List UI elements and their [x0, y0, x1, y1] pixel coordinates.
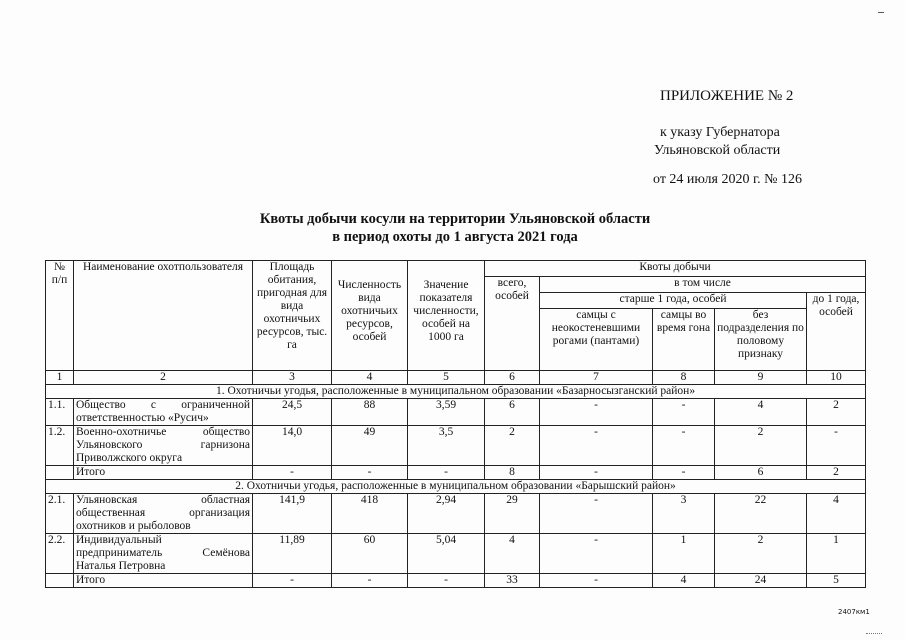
column-number: 4	[332, 371, 408, 385]
total-row	[46, 466, 866, 480]
table-row	[46, 426, 866, 466]
total-males-rut: 4	[653, 574, 715, 588]
total-density: -	[408, 466, 485, 480]
row-density: 3,5	[408, 426, 485, 466]
row-name: Индивидуальный предприниматель Семёнова Наталья Петровна	[74, 534, 253, 574]
table-row	[46, 399, 866, 426]
row-name: Ульяновская областная общественная организация охотников и рыболовов	[74, 494, 253, 534]
row-under1: 4	[807, 494, 866, 534]
row-area: 11,89	[253, 534, 332, 574]
header-males-rut: самцы во время гона	[653, 309, 715, 371]
row-no-sex: 4	[715, 399, 807, 426]
header-under1: до 1 года, особей	[807, 293, 866, 371]
row-num: 1.1.	[46, 399, 74, 426]
row-males-rut: 3	[653, 494, 715, 534]
row-no-sex: 2	[715, 426, 807, 466]
document-title-line-2: в период охоты до 1 августа 2021 года	[332, 229, 578, 245]
section-1-title: 1. Охотничьи угодья, расположенные в муниципальном образовании «Базарносызганский район»	[46, 385, 866, 399]
total-area: -	[253, 574, 332, 588]
header-males-unossified: самцы с неокостеневшими рогами (пантами)	[540, 309, 653, 371]
footer-code: 2407км1	[838, 608, 870, 616]
scan-mark	[866, 633, 882, 636]
row-total: 6	[485, 399, 540, 426]
header-name: Наименование охотпользователя	[74, 261, 253, 371]
total-no-sex: 6	[715, 466, 807, 480]
column-number: 7	[540, 371, 653, 385]
total-area: -	[253, 466, 332, 480]
row-total: 2	[485, 426, 540, 466]
header-quotas: Квоты добычи	[485, 261, 866, 277]
row-num: 2.1.	[46, 494, 74, 534]
total-males-unossified: -	[540, 466, 653, 480]
row-males-rut: -	[653, 399, 715, 426]
total-total: 33	[485, 574, 540, 588]
row-density: 3,59	[408, 399, 485, 426]
quota-table	[45, 260, 866, 588]
row-males-unossified: -	[540, 426, 653, 466]
appendix-line-2: Ульяновской области	[654, 143, 781, 158]
column-number: 10	[807, 371, 866, 385]
total-label: Итого	[74, 466, 253, 480]
row-density: 5,04	[408, 534, 485, 574]
scan-mark	[878, 12, 884, 13]
row-num: 1.2.	[46, 426, 74, 466]
row-males-rut: -	[653, 426, 715, 466]
row-males-unossified: -	[540, 399, 653, 426]
column-number: 8	[653, 371, 715, 385]
total-no-sex: 24	[715, 574, 807, 588]
total-under1: 2	[807, 466, 866, 480]
total-males-rut: -	[653, 466, 715, 480]
total-males-unossified: -	[540, 574, 653, 588]
column-number: 5	[408, 371, 485, 385]
row-males-unossified: -	[540, 494, 653, 534]
column-number: 1	[46, 371, 74, 385]
appendix-title: ПРИЛОЖЕНИЕ № 2	[660, 88, 794, 104]
column-number: 3	[253, 371, 332, 385]
table-row	[46, 534, 866, 574]
header-area: Площадь обитания, пригодная для вида охотничьих ресурсов, тыс. га	[253, 261, 332, 371]
column-number: 9	[715, 371, 807, 385]
row-count: 60	[332, 534, 408, 574]
row-total: 29	[485, 494, 540, 534]
column-number-row	[46, 371, 866, 385]
row-area: 24,5	[253, 399, 332, 426]
total-density: -	[408, 574, 485, 588]
row-count: 49	[332, 426, 408, 466]
total-total: 8	[485, 466, 540, 480]
row-no-sex: 22	[715, 494, 807, 534]
total-count: -	[332, 466, 408, 480]
document-title	[180, 210, 730, 246]
row-name: Общество с ограниченной ответственностью «Русич»	[74, 399, 253, 426]
total-row	[46, 574, 866, 588]
row-count: 418	[332, 494, 408, 534]
section-2-title: 2. Охотничьи угодья, расположенные в муниципальном образовании «Барышский район»	[46, 480, 866, 494]
header-incl: в том числе	[540, 277, 866, 293]
section-row	[46, 480, 866, 494]
column-number: 2	[74, 371, 253, 385]
row-no-sex: 2	[715, 534, 807, 574]
table-row	[46, 494, 866, 534]
row-density: 2,94	[408, 494, 485, 534]
header-num: № п/п	[46, 261, 74, 371]
row-name: Военно-охотничье общество Ульяновского гарнизона Приволжского округа	[74, 426, 253, 466]
row-under1: 1	[807, 534, 866, 574]
row-under1: -	[807, 426, 866, 466]
header-count: Численность вида охотничьих ресурсов, особей	[332, 261, 408, 371]
row-area: 141,9	[253, 494, 332, 534]
row-under1: 2	[807, 399, 866, 426]
header-density: Значение показателя численности, особей на 1000 га	[408, 261, 485, 371]
header-older: старше 1 года, особей	[540, 293, 807, 309]
document-title-line-1: Квоты добычи косули на территории Ульяновской области	[259, 211, 651, 227]
total-label: Итого	[74, 574, 253, 588]
total-count: -	[332, 574, 408, 588]
column-number: 6	[485, 371, 540, 385]
header-no-sex: без подразделения по половому признаку	[715, 309, 807, 371]
section-row	[46, 385, 866, 399]
row-males-rut: 1	[653, 534, 715, 574]
row-num: 2.2.	[46, 534, 74, 574]
row-count: 88	[332, 399, 408, 426]
row-total: 4	[485, 534, 540, 574]
row-area: 14,0	[253, 426, 332, 466]
row-males-unossified: -	[540, 534, 653, 574]
appendix-line-3: от 24 июля 2020 г. № 126	[653, 172, 802, 187]
appendix-line-1: к указу Губернатора	[660, 125, 780, 140]
total-under1: 5	[807, 574, 866, 588]
header-total: всего, особей	[485, 277, 540, 371]
